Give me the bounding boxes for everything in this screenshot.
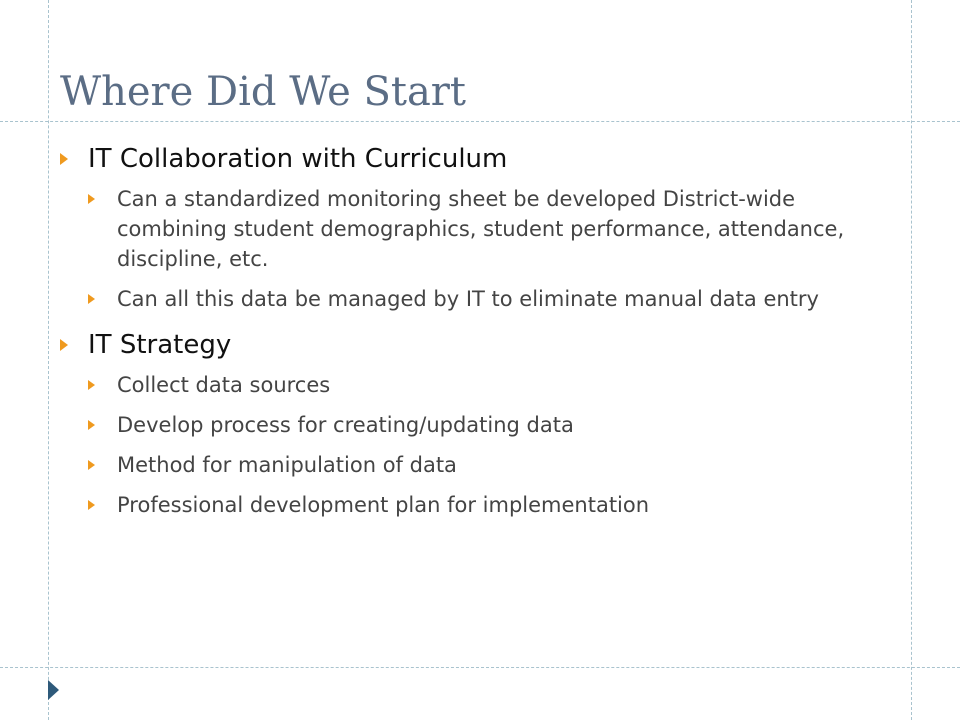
bullet-item-collaboration [60, 138, 880, 180]
triangle-bullet-icon [88, 194, 95, 204]
bullet-text: IT Collaboration with Curriculum [88, 144, 508, 174]
sub-bullet-item [88, 490, 880, 520]
triangle-bullet-icon [88, 294, 95, 304]
triangle-bullet-icon [88, 420, 95, 430]
slide-content [60, 134, 880, 530]
sub-bullet-text: Can a standardized monitoring sheet be developed District-wide combining student demographics, student performance, attendance, discipline, etc. [117, 187, 845, 271]
slide-corner-marker-icon [48, 680, 59, 700]
title-divider [0, 121, 960, 122]
sub-bullet-item [88, 370, 880, 400]
bullet-text: IT Strategy [88, 330, 232, 360]
sub-bullet-item [88, 184, 880, 274]
triangle-bullet-icon [60, 153, 68, 165]
sub-bullet-text: Can all this data be managed by IT to eliminate manual data entry [117, 287, 819, 311]
sub-bullet-text: Collect data sources [117, 373, 331, 397]
sub-bullet-item [88, 284, 880, 314]
sub-bullet-text: Professional development plan for implementation [117, 493, 650, 517]
triangle-bullet-icon [88, 500, 95, 510]
sub-bullet-item [88, 450, 880, 480]
bullet-item-strategy [60, 324, 880, 366]
sub-bullet-text: Develop process for creating/updating data [117, 413, 574, 437]
footer-divider [0, 667, 960, 668]
triangle-bullet-icon [88, 460, 95, 470]
triangle-bullet-icon [88, 380, 95, 390]
triangle-bullet-icon [60, 339, 68, 351]
left-dashed-guide [48, 0, 49, 720]
sub-bullet-item [88, 410, 880, 440]
sub-bullet-text: Method for manipulation of data [117, 453, 457, 477]
right-dashed-guide [911, 0, 912, 720]
slide-title: Where Did We Start [60, 69, 466, 115]
